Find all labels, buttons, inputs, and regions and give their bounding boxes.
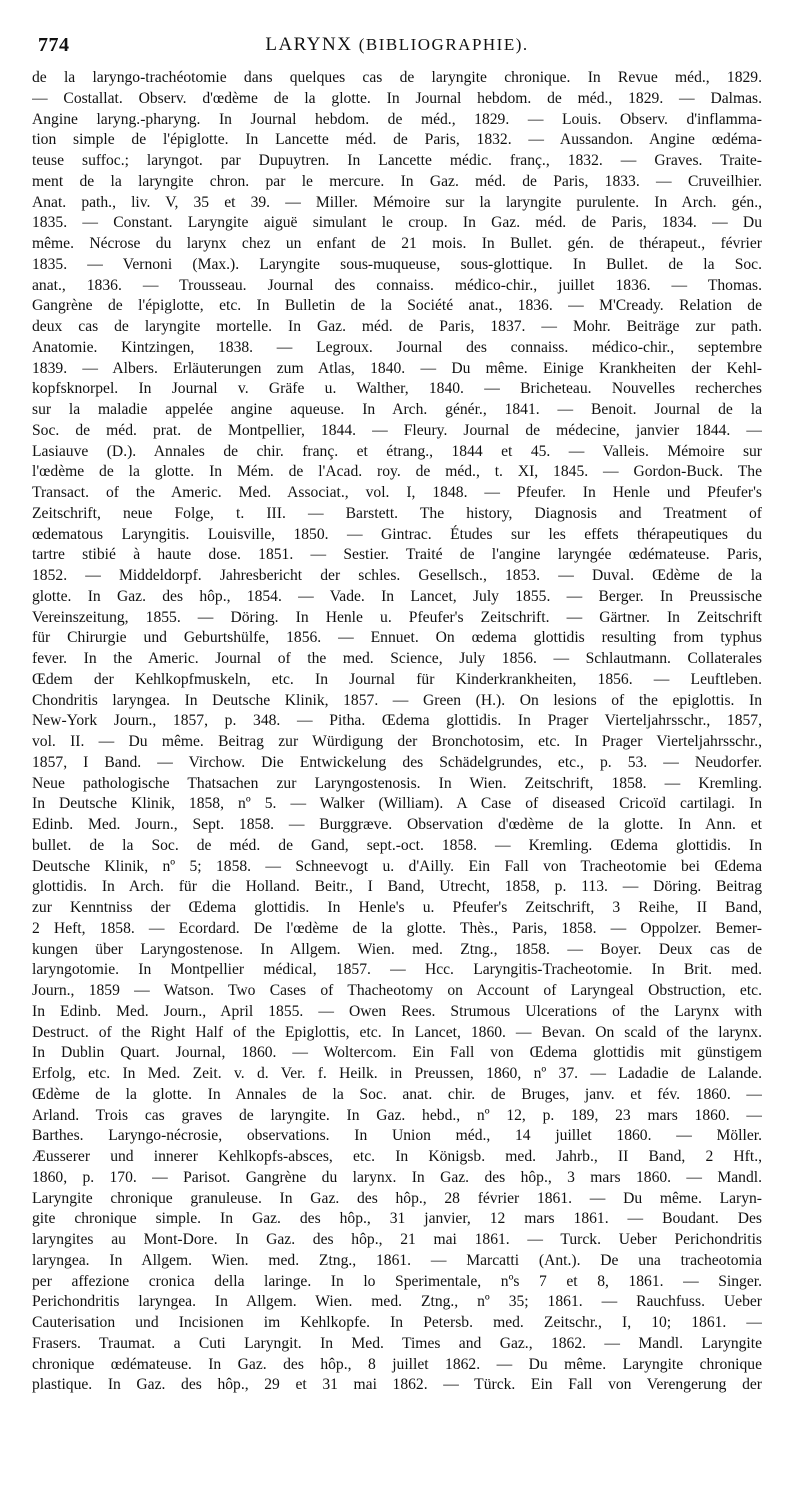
text-line: Erfolg, etc. In Med. Zeit. v. d. Ver. f. Heilk. in Preussen, 1860, nº 37. — Ladadie de Lalande. [32,1065,762,1082]
text-line: deux cas de laryngite mortelle. In Gaz. méd. de Paris, 1837. — Mohr. Beiträge zur path. [32,318,762,335]
page-header [32,32,762,62]
text-line: Zeitschrift, neue Folge, t. III. — Barstett. The history, Diagnosis and Treatment of [32,504,762,522]
text-line: Gangrène de l'épiglotte, etc. In Bulletin de la Société anat., 1836. — M'Cready. Relation de [32,297,762,315]
text-line: Deutsche Klinik, nº 5; 1858. — Schneevogt u. d'Ailly. Ein Fall von Tracheotomie bei Œdema [32,857,762,875]
text-line: teuse suffoc.; laryngot. par Dupuytren. In Lancette médic. franç., 1832. — Graves. Traite- [32,152,762,169]
text-line: Neue pathologische Thatsachen zur Laryngostenosis. In Wien. Zeitschrift, 1858. — Kremling. [32,774,762,792]
text-line: Destruct. of the Right Half of the Epiglottis, etc. In Lancet, 1860. — Bevan. On scald of the larynx. [32,1023,762,1041]
text-line: plastique. In Gaz. des hôp., 29 et 31 mai 1862. — Türck. Ein Fall von Verengerung der [32,1376,762,1394]
text-line: Æusserer und innerer Kehlkopfs-absces, etc. In Königsb. med. Jahrb., II Band, 2 Hft., [32,1148,762,1165]
text-line: Anatomie. Kintzingen, 1838. — Legroux. Journal des connaiss. médico-chir., septembre [32,338,762,356]
text-line: Arland. Trois cas graves de laryngite. In Gaz. hebd., nº 12, p. 189, 23 mars 1860. — [32,1106,762,1124]
running-title-main: LARYNX [265,34,353,55]
text-line: 2 Heft, 1858. — Ecordard. De l'œdème de la glotte. Thès., Paris, 1858. — Oppolzer. Bemer- [32,919,762,937]
text-line: bullet. de la Soc. de méd. de Gand, sept.-oct. 1858. — Kremling. Œdema glottidis. In [32,836,762,854]
text-line: — Costallat. Observ. d'œdème de la glotte. In Journal hebdom. de méd., 1829. — Dalmas. [32,89,762,107]
text-line: Anat. path., liv. V, 35 et 39. — Miller. Mémoire sur la laryngite purulente. In Arch. gén., [32,193,762,211]
text-line: Angine laryng.-pharyng. In Journal hebdom. de méd., 1829. — Louis. Observ. d'inflamma- [32,110,762,128]
text-line: zur Kenntniss der Œdema glottidis. In Henle's u. Pfeufer's Zeitschrift, 3 Reihe, II Band, [32,899,762,916]
text-line: gite chronique simple. In Gaz. des hôp., 31 janvier, 12 mars 1861. — Boudant. Des [32,1210,762,1228]
text-line: 1839. — Albers. Erläuterungen zum Atlas, 1840. — Du même. Einige Krankheiten der Kehl- [32,359,762,377]
text-line: Transact. of the Americ. Med. Associat., vol. I, 1848. — Pfeufer. In Henle und Pfeufer's [32,484,762,501]
text-line: In Edinb. Med. Journ., April 1855. — Owen Rees. Strumous Ulcerations of the Larynx with [32,1002,762,1020]
text-line: Chondritis laryngea. In Deutsche Klinik, 1857. — Green (H.). On lesions of the epiglottis. In [32,691,762,709]
text-line: per affezione cronica della laringe. In lo Sperimentale, nºs 7 et 8, 1861. — Singer. [32,1272,762,1290]
running-title-sub: (BIBLIOGRAPHIE). [358,35,529,54]
text-line: même. Nécrose du larynx chez un enfant de 21 mois. In Bullet. gén. de thérapeut., février [32,235,762,252]
text-line: de la laryngo-trachéotomie dans quelques cas de laryngite chronique. In Revue méd., 1829. [32,69,762,86]
text-line: laryngea. In Allgem. Wien. med. Ztng., 1861. — Marcatti (Ant.). De una tracheotomia [32,1251,762,1269]
text-line: Cauterisation und Incisionen im Kehlkopfe. In Petersb. med. Zeitschr., I, 10; 1861. — [32,1314,762,1331]
text-line: l'œdème de la glotte. In Mém. de l'Acad. roy. de méd., t. XI, 1845. — Gordon-Buck. The [32,463,762,481]
text-line: Edinb. Med. Journ., Sept. 1858. — Burggræve. Observation d'œdème de la glotte. In Ann. et [32,816,762,833]
text-line: sur la maladie appelée angine aqueuse. In Arch. génér., 1841. — Benoit. Journal de la [32,401,762,418]
text-line: kungen über Laryngostenose. In Allgem. Wien. med. Ztng., 1858. — Boyer. Deux cas de [32,940,762,958]
text-line: Journ., 1859 — Watson. Two Cases of Thacheotomy on Account of Laryngeal Obstruction, etc. [32,982,762,999]
text-line: tartre stibié à haute dose. 1851. — Sestier. Traité de l'angine laryngée œdémateuse. Paris, [32,546,762,564]
text-line: Vereinszeitung, 1855. — Döring. In Henle u. Pfeufer's Zeitschrift. — Gärtner. In Zeitschrift [32,608,762,626]
text-line: glottidis. In Arch. für die Holland. Beitr., I Band, Utrecht, 1858, p. 113. — Döring. Beitrag [32,878,762,896]
text-line: Œdème de la glotte. In Annales de la Soc. anat. chir. de Bruges, janv. et fév. 1860. — [32,1085,762,1103]
text-line: tion simple de l'épiglotte. In Lancette méd. de Paris, 1832. — Aussandon. Angine œdéma- [32,131,762,149]
text-line: chronique œdémateuse. In Gaz. des hôp., 8 juillet 1862. — Du même. Laryngite chronique [32,1355,762,1373]
text-line: Frasers. Traumat. a Cuti Laryngit. In Med. Times and Gaz., 1862. — Mandl. Laryngite [32,1334,762,1352]
bibliography-text [32,68,762,1396]
running-title [32,34,762,56]
text-line: In Deutsche Klinik, 1858, nº 5. — Walker (William). A Case of diseased Cricoïd cartilagi. In [32,795,762,813]
text-line: 1835. — Constant. Laryngite aiguë simulant le croup. In Gaz. méd. de Paris, 1834. — Du [32,214,762,232]
text-line: 1857, I Band. — Virchow. Die Entwickelung des Schädelgrundes, etc., p. 53. — Neudorfer. [32,753,762,771]
text-line: 1835. — Vernoni (Max.). Laryngite sous-muqueuse, sous-glottique. In Bullet. de la Soc. [32,255,762,273]
text-line: 1852. — Middeldorpf. Jahresbericht der schles. Gesellsch., 1853. — Duval. Œdème de la [32,567,762,584]
text-line: 1860, p. 170. — Parisot. Gangrène du larynx. In Gaz. des hôp., 3 mars 1860. — Mandl. [32,1168,762,1186]
text-line: Œdem der Kehlkopfmuskeln, etc. In Journal für Kinderkrankheiten, 1856. — Leuftleben. [32,670,762,688]
text-line: anat., 1836. — Trousseau. Journal des connaiss. médico-chir., juillet 1836. — Thomas. [32,276,762,294]
text-line: New-York Journ., 1857, p. 348. — Pitha. Œdema glottidis. In Prager Vierteljahrsschr., 1857, [32,712,762,730]
text-line: œdematous Laryngitis. Louisville, 1850. — Gintrac. Études sur les effets thérapeutiques du [32,525,762,543]
text-line: Barthes. Laryngo-nécrosie, observations. In Union méd., 14 juillet 1860. — Möller. [32,1127,762,1145]
text-line: für Chirurgie und Geburtshülfe, 1856. — Ennuet. On œdema glottidis resulting from typhus [32,629,762,647]
text-line: ment de la laryngite chron. par le mercure. In Gaz. méd. de Paris, 1833. — Cruveilhier. [32,172,762,190]
text-line: laryngites au Mont-Dore. In Gaz. des hôp., 21 mai 1861. — Turck. Ueber Perichondritis [32,1231,762,1248]
text-line: Laryngite chronique granuleuse. In Gaz. des hôp., 28 février 1861. — Du même. Laryn- [32,1189,762,1207]
text-line: kopfsknorpel. In Journal v. Gräfe u. Walther, 1840. — Bricheteau. Nouvelles recherches [32,380,762,398]
text-line: Lasiauve (D.). Annales de chir. franç. et étrang., 1844 et 45. — Valleis. Mémoire sur [32,442,762,460]
text-line: vol. II. — Du même. Beitrag zur Würdigung der Bronchotosim, etc. In Prager Vierteljahrsschr., [32,733,762,750]
page-number: 774 [38,34,70,56]
text-line: Soc. de méd. prat. de Montpellier, 1844. — Fleury. Journal de médecine, janvier 1844. — [32,421,762,439]
text-line: fever. In the Americ. Journal of the med. Science, July 1856. — Schlautmann. Collaterales [32,650,762,667]
text-line: In Dublin Quart. Journal, 1860. — Woltercom. Ein Fall von Œdema glottidis mit günstigem [32,1044,762,1062]
text-line: glotte. In Gaz. des hôp., 1854. — Vade. In Lancet, July 1855. — Berger. In Preussische [32,587,762,605]
text-line: Perichondritis laryngea. In Allgem. Wien. med. Ztng., nº 35; 1861. — Rauchfuss. Ueber [32,1293,762,1311]
text-line: laryngotomie. In Montpellier médical, 1857. — Hcc. Laryngitis-Tracheotomie. In Brit. med. [32,961,762,979]
